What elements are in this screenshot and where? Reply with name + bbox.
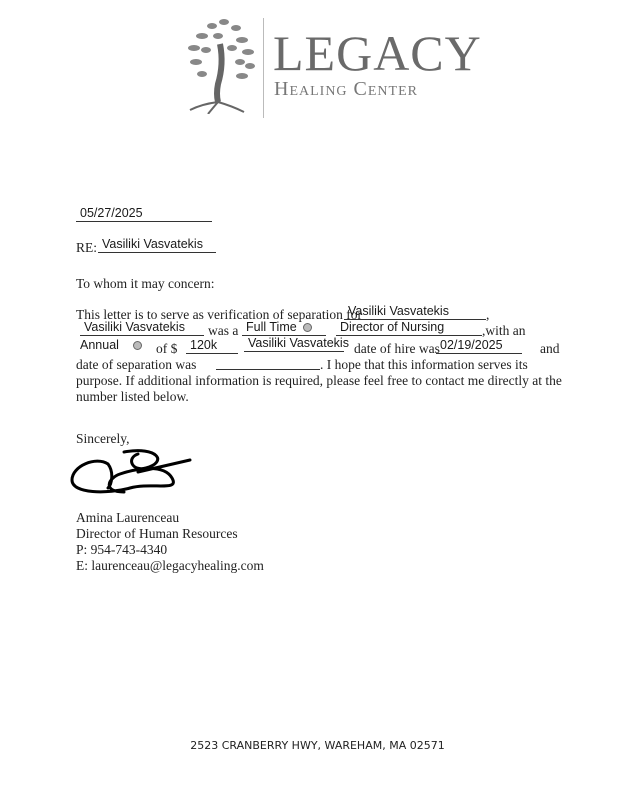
- body-line5: purpose. If additional information is required, please feel free to contact me directly at the: [76, 373, 562, 388]
- hire-text: date of hire was: [354, 341, 440, 356]
- separation-name-field[interactable]: Vasiliki Vasvatekis: [344, 304, 486, 320]
- signer-phone: P: 954-743-4340: [76, 542, 168, 557]
- signer-email: E: laurenceau@legacyhealing.com: [76, 558, 264, 573]
- separation-date-field[interactable]: [216, 354, 320, 370]
- re-label: RE:: [76, 240, 98, 255]
- re-field[interactable]: Vasiliki Vasvatekis: [98, 237, 216, 253]
- hire-date-field[interactable]: 02/19/2025: [436, 338, 522, 354]
- pay-frequency-value: Annual: [80, 338, 119, 352]
- dropdown-icon[interactable]: [133, 341, 142, 350]
- tree-logo-icon: [182, 14, 262, 114]
- and-text: and: [540, 341, 560, 356]
- position-field[interactable]: Director of Nursing: [336, 320, 482, 336]
- employment-type-value: Full Time: [246, 320, 297, 334]
- body-line1: This letter is to serve as verification of separation for: [76, 307, 363, 322]
- dropdown-icon[interactable]: [303, 323, 312, 332]
- employee-name-field[interactable]: Vasiliki Vasvatekis: [80, 320, 204, 336]
- closing: Sincerely,: [76, 431, 130, 446]
- signer-title: Director of Human Resources: [76, 526, 238, 541]
- signature-image: [68, 448, 198, 500]
- hire-name-field[interactable]: Vasiliki Vasvatekis: [244, 336, 344, 352]
- signer-name: Amina Laurenceau: [76, 510, 180, 525]
- body-line6: number listed below.: [76, 389, 189, 404]
- logo-divider: [263, 18, 264, 118]
- logo-title: LEGACY: [273, 25, 482, 81]
- body-line4-end: . I hope that this information serves its: [320, 357, 528, 372]
- comma: ,: [486, 307, 490, 322]
- logo-subtitle: Healing Center: [274, 78, 418, 100]
- salary-field[interactable]: 120k: [186, 338, 238, 354]
- was-a-text: was a: [208, 323, 239, 338]
- salutation: To whom it may concern:: [76, 276, 215, 291]
- with-an-text: ,with an: [482, 323, 526, 338]
- of-dollar-text: of $: [156, 341, 178, 356]
- employment-type-select[interactable]: [242, 320, 326, 336]
- pay-frequency-select[interactable]: [76, 338, 150, 354]
- date-field[interactable]: 05/27/2025: [76, 206, 212, 222]
- footer-address: 2523 CRANBERRY HWY, WAREHAM, MA 02571: [190, 739, 445, 752]
- separation-text: date of separation was: [76, 357, 197, 372]
